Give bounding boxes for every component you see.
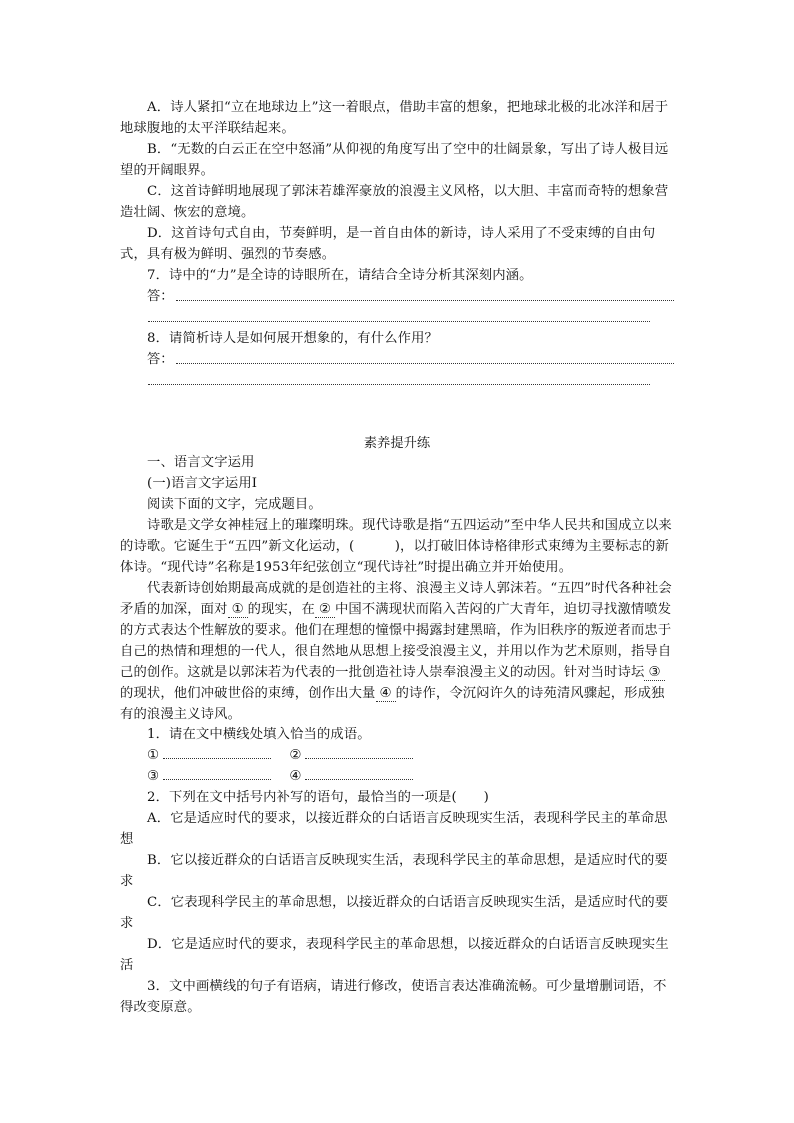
instruction: 阅读下面的文字，完成题目。 [147, 497, 322, 512]
passage-text: 中国不满现状而陷入苦闷的广大青年，迫切寻找激情喷发的方式表达个性解放的要求。他们在理想的憧憬中揭露封建黑暗，作为旧秩序的叛逆者而忠于自己的热情和理想的一代人，很自然地从思想上接受浪漫主义，并用以作为艺术原则，指导自己的创作。这就是以郭沫若为代表的一批创造社诗人崇奉浪漫主义的动因。针对当时诗坛 [120, 602, 672, 680]
question-3: 3．文中画横线的句子有语病，请进行修改，使语言表达准确流畅。可少量增删词语，不得改变原意。 [120, 979, 667, 1015]
q7-answer-label: 答： [147, 289, 174, 304]
q2-option-b: B．它以接近群众的白话语言反映现实生活，表现科学民主的革命思想，是适应时代的要求 [120, 853, 668, 889]
q2-option-d: D．它是适应时代的要求，表现科学民主的革命思想，以接近群众的白话语言反映现实生活 [120, 937, 669, 973]
question-1: 1．请在文中横线处填入恰当的成语。 [147, 727, 371, 742]
blank-label-2: ② [289, 748, 302, 763]
q8-answer-label: 答： [147, 352, 174, 367]
option-a: A．诗人紧扣“立在地球边上”这一着眼点，借助丰富的想象，把地球北极的北冰洋和居于地球腹地的太平洋联结起来。 [120, 100, 669, 136]
option-c: C．这首诗鲜明地展现了郭沫若雄浑豪放的浪漫主义风格，以大胆、丰富而奇特的想象营造壮阔、恢宏的意境。 [120, 184, 669, 220]
blank-input-4[interactable] [305, 767, 413, 780]
passage-paragraph-2 [120, 578, 674, 725]
passage-text: 的现状，他们冲破世俗的束缚，创作出大量 [120, 686, 376, 701]
question-8: 8．请简析诗人是如何展开想象的，有什么作用？ [147, 331, 438, 346]
option-b: B．“无数的白云正在空中怒涌”从仰视的角度写出了空中的壮阔景象，写出了诗人极目远望的开阔眼界。 [120, 142, 669, 178]
blank-label-1: ① [147, 748, 159, 763]
q7-answer-line-2[interactable] [148, 321, 650, 322]
q8-answer-line-1[interactable] [176, 363, 674, 364]
q1-blanks-row-2 [120, 766, 701, 787]
blank-marker-4: ④ [376, 686, 396, 702]
blank-marker-1: ① [228, 602, 248, 618]
blank-input-3[interactable] [163, 767, 271, 780]
sub-heading: (一)语言文字运用Ⅰ [147, 476, 258, 491]
q1-blanks-row-1 [120, 745, 701, 766]
blank-marker-3: ③ [644, 665, 664, 681]
part-heading: 一、语言文字运用 [147, 455, 255, 470]
passage-text: 的现实，在 [247, 602, 315, 617]
section-title: 素养提升练 [363, 436, 431, 451]
blank-input-1[interactable] [163, 746, 271, 759]
q8-answer-line-2[interactable] [148, 384, 650, 385]
q2-option-c: C．它表现科学民主的革命思想，以接近群众的白话语言反映现实生活，是适应时代的要求 [120, 895, 669, 931]
q7-answer-line-1[interactable] [176, 300, 674, 301]
passage-text: 的诗作，令沉闷许久的诗苑清风骤起，形成独有的浪漫主义诗风。 [120, 686, 665, 722]
blank-marker-2: ② [315, 602, 335, 618]
passage-text: 代表新诗创始期最高成就的是创造社的主将、浪漫主义诗人郭沫若。“五四”时代各种社会矛盾的加深，面对 [120, 581, 672, 617]
option-d: D．这首诗句式自由，节奏鲜明，是一首自由体的新诗，诗人采用了不受束缚的自由句式，具有极为鲜明、强烈的节奏感。 [120, 226, 656, 262]
q2-option-a: A．它是适应时代的要求，以接近群众的白话语言反映现实生活，表现科学民主的革命思想 [120, 811, 668, 847]
question-2: 2．下列在文中括号内补写的语句，最恰当的一项是( ) [147, 790, 490, 805]
question-7: 7．诗中的“力”是全诗的诗眼所在，请结合全诗分析其深刻内涵。 [147, 268, 533, 283]
blank-label-4: ④ [289, 769, 302, 784]
passage-paragraph-1: 诗歌是文学女神桂冠上的璀璨明珠。现代诗歌是指“五四运动”至中华人民共和国成立以来的诗歌。它诞生于“五四”新文化运动，( )，以打破旧体诗格律形式束缚为主要标志的新体诗。“现代诗”名称是1953年纪弦创立“现代诗社”时提出确立并开始使用。 [120, 518, 672, 575]
blank-input-2[interactable] [305, 746, 413, 759]
blank-label-3: ③ [147, 769, 159, 784]
